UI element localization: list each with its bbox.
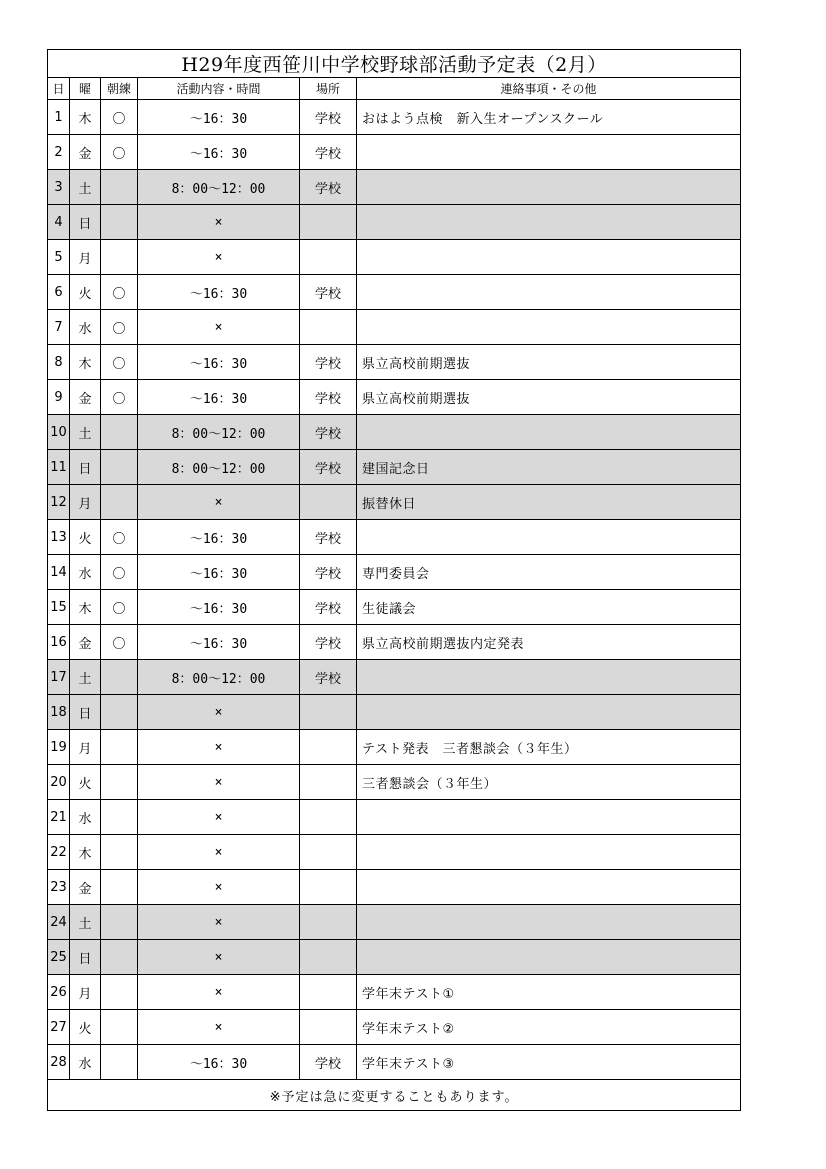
activity-cell: × — [138, 695, 300, 730]
day-cell: 27 — [48, 1010, 70, 1045]
day-cell: 4 — [48, 205, 70, 240]
place-cell — [300, 240, 357, 275]
table-row — [48, 555, 741, 590]
header-day: 日 — [48, 78, 70, 100]
place-cell: 学校 — [300, 345, 357, 380]
place-cell: 学校 — [300, 520, 357, 555]
table-row — [48, 135, 741, 170]
day-cell: 14 — [48, 555, 70, 590]
place-cell: 学校 — [300, 625, 357, 660]
activity-cell: 8：00～12：00 — [138, 450, 300, 485]
place-cell: 学校 — [300, 380, 357, 415]
day-cell: 16 — [48, 625, 70, 660]
notes-cell — [357, 135, 741, 170]
activity-cell: × — [138, 205, 300, 240]
table-row — [48, 485, 741, 520]
table-row — [48, 240, 741, 275]
table-row — [48, 695, 741, 730]
notes-cell: 建国記念日 — [357, 450, 741, 485]
morning-practice-cell — [101, 975, 138, 1010]
weekday-cell: 木 — [70, 835, 101, 870]
table-row — [48, 660, 741, 695]
activity-cell: × — [138, 765, 300, 800]
notes-cell — [357, 835, 741, 870]
activity-cell: 8：00～12：00 — [138, 415, 300, 450]
weekday-cell: 金 — [70, 870, 101, 905]
day-cell: 8 — [48, 345, 70, 380]
activity-cell: 8：00～12：00 — [138, 660, 300, 695]
weekday-cell: 月 — [70, 730, 101, 765]
morning-practice-cell — [101, 450, 138, 485]
notes-cell: 学年末テスト② — [357, 1010, 741, 1045]
notes-cell — [357, 800, 741, 835]
morning-practice-cell: 〇 — [101, 135, 138, 170]
morning-practice-cell — [101, 730, 138, 765]
day-cell: 6 — [48, 275, 70, 310]
notes-cell — [357, 870, 741, 905]
morning-practice-cell — [101, 415, 138, 450]
notes-cell — [357, 275, 741, 310]
day-cell: 23 — [48, 870, 70, 905]
morning-practice-cell: 〇 — [101, 310, 138, 345]
day-cell: 21 — [48, 800, 70, 835]
table-row — [48, 205, 741, 240]
morning-practice-cell — [101, 240, 138, 275]
place-cell: 学校 — [300, 450, 357, 485]
weekday-cell: 木 — [70, 100, 101, 135]
table-row — [48, 765, 741, 800]
notes-cell: 振替休日 — [357, 485, 741, 520]
weekday-cell: 土 — [70, 660, 101, 695]
table-row — [48, 380, 741, 415]
place-cell: 学校 — [300, 170, 357, 205]
place-cell: 学校 — [300, 135, 357, 170]
notes-cell: おはよう点検 新入生オープンスクール — [357, 100, 741, 135]
activity-cell: ～16：30 — [138, 590, 300, 625]
table-row — [48, 415, 741, 450]
day-cell: 7 — [48, 310, 70, 345]
morning-practice-cell — [101, 835, 138, 870]
place-cell — [300, 1010, 357, 1045]
day-cell: 15 — [48, 590, 70, 625]
table-row — [48, 905, 741, 940]
notes-cell: 県立高校前期選抜内定発表 — [357, 625, 741, 660]
morning-practice-cell: 〇 — [101, 590, 138, 625]
morning-practice-cell: 〇 — [101, 625, 138, 660]
day-cell: 10 — [48, 415, 70, 450]
weekday-cell: 火 — [70, 520, 101, 555]
table-row — [48, 730, 741, 765]
morning-practice-cell — [101, 170, 138, 205]
place-cell — [300, 940, 357, 975]
place-cell — [300, 485, 357, 520]
morning-practice-cell — [101, 940, 138, 975]
day-cell: 11 — [48, 450, 70, 485]
activity-cell: ～16：30 — [138, 555, 300, 590]
morning-practice-cell — [101, 485, 138, 520]
place-cell: 学校 — [300, 415, 357, 450]
weekday-cell: 日 — [70, 450, 101, 485]
weekday-cell: 水 — [70, 310, 101, 345]
weekday-cell: 水 — [70, 1045, 101, 1080]
header-place: 場所 — [300, 78, 357, 100]
notes-cell — [357, 310, 741, 345]
table-row — [48, 940, 741, 975]
place-cell: 学校 — [300, 590, 357, 625]
notes-cell: 県立高校前期選抜 — [357, 345, 741, 380]
activity-cell: × — [138, 1010, 300, 1045]
activity-cell: ～16：30 — [138, 380, 300, 415]
table-row — [48, 520, 741, 555]
weekday-cell: 日 — [70, 940, 101, 975]
weekday-cell: 木 — [70, 345, 101, 380]
header-row — [48, 78, 741, 100]
activity-cell: ～16：30 — [138, 625, 300, 660]
day-cell: 1 — [48, 100, 70, 135]
morning-practice-cell — [101, 695, 138, 730]
morning-practice-cell: 〇 — [101, 520, 138, 555]
place-cell: 学校 — [300, 555, 357, 590]
weekday-cell: 火 — [70, 1010, 101, 1045]
day-cell: 25 — [48, 940, 70, 975]
activity-cell: × — [138, 940, 300, 975]
table-row — [48, 590, 741, 625]
table-row — [48, 870, 741, 905]
day-cell: 2 — [48, 135, 70, 170]
place-cell — [300, 870, 357, 905]
day-cell: 17 — [48, 660, 70, 695]
place-cell — [300, 835, 357, 870]
notes-cell: 専門委員会 — [357, 555, 741, 590]
place-cell: 学校 — [300, 275, 357, 310]
notes-cell — [357, 205, 741, 240]
morning-practice-cell — [101, 660, 138, 695]
place-cell — [300, 730, 357, 765]
weekday-cell: 金 — [70, 625, 101, 660]
notes-cell — [357, 520, 741, 555]
notes-cell — [357, 660, 741, 695]
weekday-cell: 金 — [70, 380, 101, 415]
table-row — [48, 1045, 741, 1080]
table-row — [48, 800, 741, 835]
day-cell: 13 — [48, 520, 70, 555]
place-cell: 学校 — [300, 1045, 357, 1080]
morning-practice-cell: 〇 — [101, 345, 138, 380]
morning-practice-cell — [101, 765, 138, 800]
place-cell — [300, 695, 357, 730]
weekday-cell: 金 — [70, 135, 101, 170]
notes-cell: 県立高校前期選抜 — [357, 380, 741, 415]
weekday-cell: 土 — [70, 170, 101, 205]
weekday-cell: 木 — [70, 590, 101, 625]
activity-cell: × — [138, 870, 300, 905]
activity-cell: × — [138, 835, 300, 870]
table-row — [48, 345, 741, 380]
notes-cell: 生徒議会 — [357, 590, 741, 625]
schedule-table — [47, 49, 741, 1111]
day-cell: 26 — [48, 975, 70, 1010]
table-row — [48, 1010, 741, 1045]
morning-practice-cell: 〇 — [101, 275, 138, 310]
notes-cell: 学年末テスト① — [357, 975, 741, 1010]
weekday-cell: 月 — [70, 485, 101, 520]
activity-cell: × — [138, 730, 300, 765]
activity-cell: ～16：30 — [138, 275, 300, 310]
table-row — [48, 275, 741, 310]
page-title: H29年度西笹川中学校野球部活動予定表（2月） — [48, 50, 741, 78]
activity-cell: × — [138, 905, 300, 940]
place-cell: 学校 — [300, 100, 357, 135]
day-cell: 24 — [48, 905, 70, 940]
day-cell: 20 — [48, 765, 70, 800]
header-activity: 活動内容・時間 — [138, 78, 300, 100]
weekday-cell: 火 — [70, 275, 101, 310]
activity-cell: × — [138, 800, 300, 835]
morning-practice-cell: 〇 — [101, 555, 138, 590]
notes-cell: 学年末テスト③ — [357, 1045, 741, 1080]
day-cell: 9 — [48, 380, 70, 415]
table-row — [48, 450, 741, 485]
morning-practice-cell — [101, 905, 138, 940]
place-cell — [300, 205, 357, 240]
weekday-cell: 日 — [70, 205, 101, 240]
weekday-cell: 土 — [70, 905, 101, 940]
day-cell: 19 — [48, 730, 70, 765]
notes-cell — [357, 905, 741, 940]
activity-cell: × — [138, 485, 300, 520]
header-morning-practice: 朝練 — [101, 78, 138, 100]
activity-cell: ～16：30 — [138, 345, 300, 380]
table-row — [48, 625, 741, 660]
footer-row — [48, 1080, 741, 1111]
notes-cell — [357, 940, 741, 975]
day-cell: 3 — [48, 170, 70, 205]
notes-cell: 三者懇談会（３年生） — [357, 765, 741, 800]
weekday-cell: 水 — [70, 555, 101, 590]
footer-note: ※予定は急に変更することもあります。 — [48, 1080, 741, 1111]
notes-cell — [357, 240, 741, 275]
morning-practice-cell — [101, 870, 138, 905]
weekday-cell: 水 — [70, 800, 101, 835]
activity-cell: × — [138, 310, 300, 345]
weekday-cell: 月 — [70, 240, 101, 275]
table-row — [48, 835, 741, 870]
header-weekday: 曜 — [70, 78, 101, 100]
weekday-cell: 日 — [70, 695, 101, 730]
morning-practice-cell: 〇 — [101, 380, 138, 415]
place-cell — [300, 975, 357, 1010]
weekday-cell: 月 — [70, 975, 101, 1010]
weekday-cell: 火 — [70, 765, 101, 800]
notes-cell: テスト発表 三者懇談会（３年生） — [357, 730, 741, 765]
place-cell: 学校 — [300, 660, 357, 695]
day-cell: 12 — [48, 485, 70, 520]
notes-cell — [357, 695, 741, 730]
day-cell: 5 — [48, 240, 70, 275]
activity-cell: 8：00～12：00 — [138, 170, 300, 205]
activity-cell: ～16：30 — [138, 135, 300, 170]
table-row — [48, 100, 741, 135]
morning-practice-cell — [101, 1010, 138, 1045]
day-cell: 22 — [48, 835, 70, 870]
morning-practice-cell — [101, 205, 138, 240]
place-cell — [300, 800, 357, 835]
place-cell — [300, 310, 357, 345]
title-row — [48, 50, 741, 78]
place-cell — [300, 765, 357, 800]
morning-practice-cell — [101, 1045, 138, 1080]
place-cell — [300, 905, 357, 940]
day-cell: 18 — [48, 695, 70, 730]
table-row — [48, 310, 741, 345]
activity-cell: ～16：30 — [138, 100, 300, 135]
activity-cell: ～16：30 — [138, 520, 300, 555]
notes-cell — [357, 170, 741, 205]
morning-practice-cell: 〇 — [101, 100, 138, 135]
activity-cell: × — [138, 975, 300, 1010]
table-row — [48, 170, 741, 205]
morning-practice-cell — [101, 800, 138, 835]
table-row — [48, 975, 741, 1010]
day-cell: 28 — [48, 1045, 70, 1080]
weekday-cell: 土 — [70, 415, 101, 450]
header-notes: 連絡事項・その他 — [357, 78, 741, 100]
activity-cell: ～16：30 — [138, 1045, 300, 1080]
activity-cell: × — [138, 240, 300, 275]
notes-cell — [357, 415, 741, 450]
